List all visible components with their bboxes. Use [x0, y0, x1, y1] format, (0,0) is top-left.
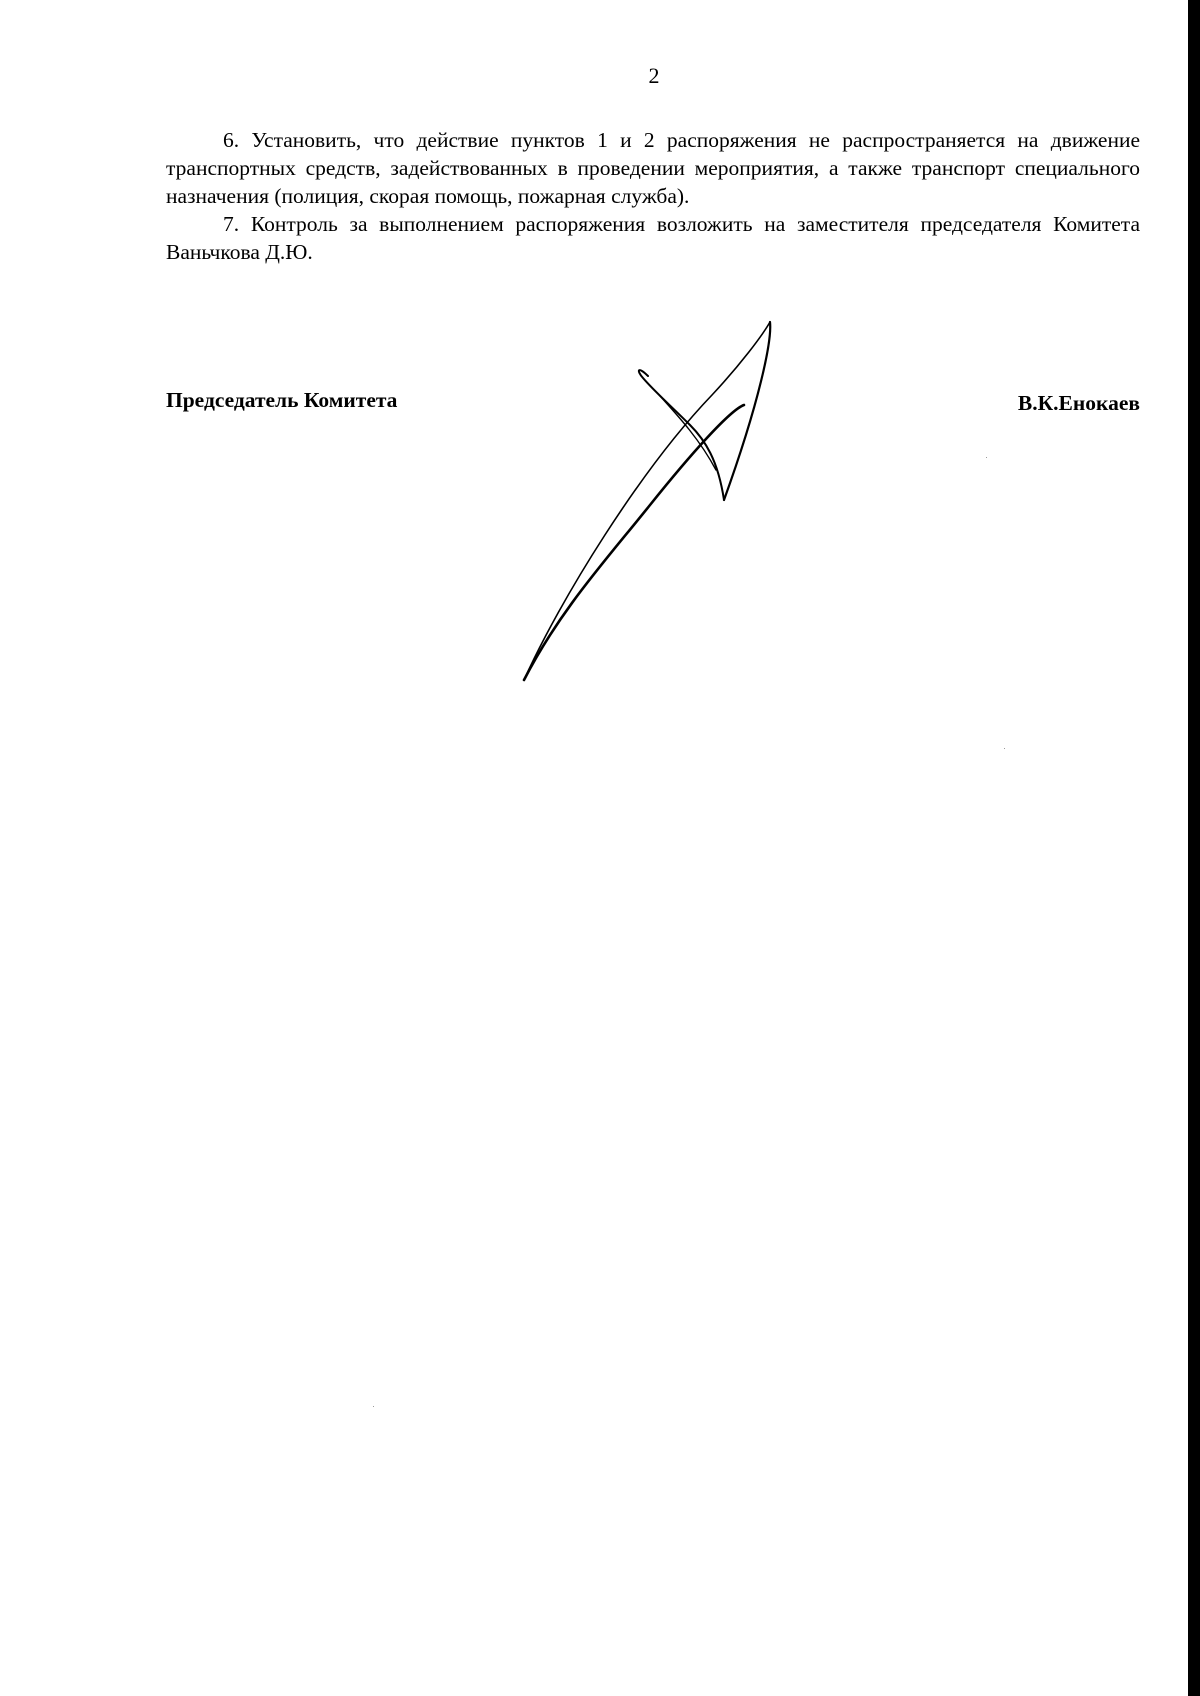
- scan-speck: [373, 1406, 374, 1407]
- paragraph-7: 7. Контроль за выполнением распоряжения возложить на заместителя председателя Комитета Ваньчкова Д.Ю.: [166, 212, 1140, 264]
- page-number: 2: [648, 63, 660, 88]
- signatory-position: Председатель Комитета: [166, 388, 398, 412]
- scan-edge-bar: [1188, 0, 1200, 1696]
- scan-speck: [1004, 748, 1005, 749]
- signatory-name: В.К.Енокаев: [1017, 391, 1140, 415]
- scan-speck: [986, 457, 987, 458]
- paragraph-6: 6. Установить, что действие пунктов 1 и 2 распоряжения не распространяется на движение транспортных средств, задействованных в проведении мероприятия, а также транспорт специального назначения (полиция, скорая помощь, пожарная служба).: [166, 128, 1140, 208]
- document-body: [166, 126, 1140, 266]
